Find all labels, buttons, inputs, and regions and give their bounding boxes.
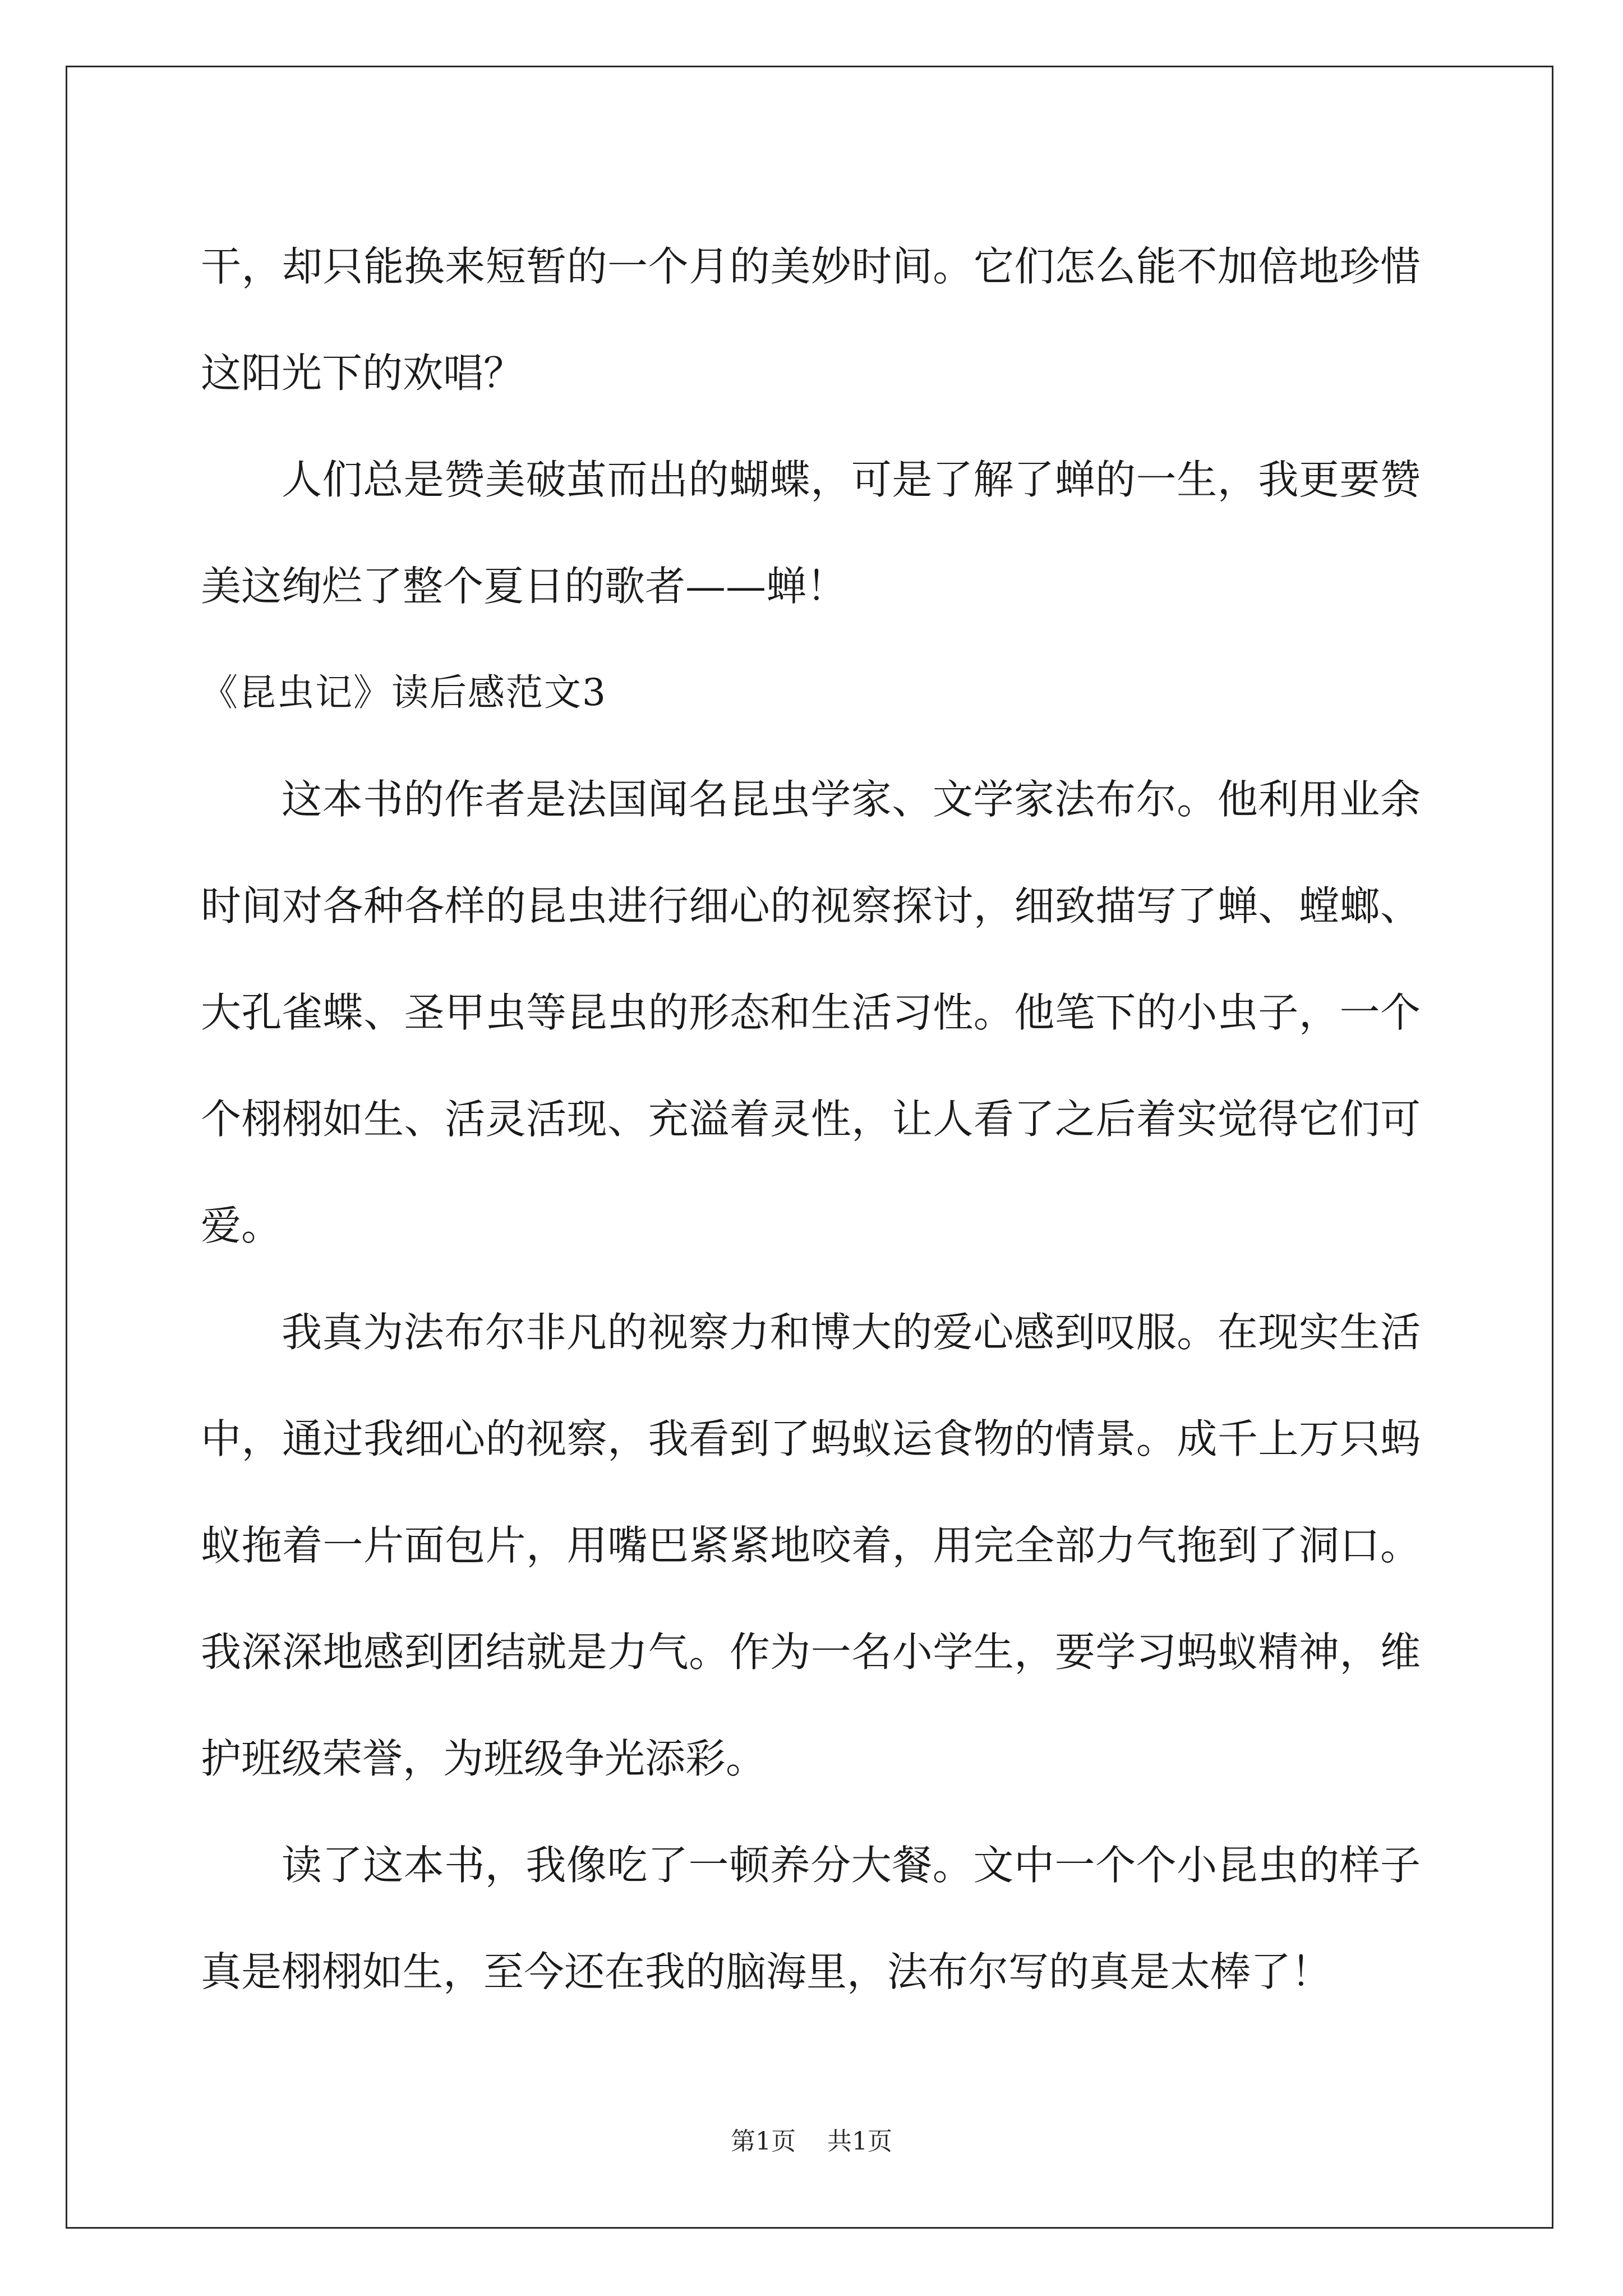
paragraph-conclusion: 读了这本书，我像吃了一顿养分大餐。文中一个个小昆虫的样子真是栩栩如生，至今还在我的脑海里，法布尔写的真是太棒了！ <box>201 1842 1421 1995</box>
page-number-current: 第1页 <box>731 2127 796 2156</box>
paragraph-butterfly-cicada: 人们总是赞美破茧而出的蝴蝶，可是了解了蝉的一生，我更要赞美这绚烂了整个夏日的歌者——蝉！ <box>201 456 1421 610</box>
section-heading: 《昆虫记》读后感范文3 <box>201 671 607 714</box>
page-number-total: 共1页 <box>827 2127 892 2156</box>
page-footer <box>0 2125 1623 2159</box>
paragraph-author-intro: 这本书的作者是法国闻名昆虫学家、文学家法布尔。他利用业余时间对各种各样的昆虫进行细心的视察探讨，细致描写了蝉、螳螂、大孔雀蝶、圣甲虫等昆虫的形态和生活习性。他笔下的小虫子，一个个栩栩如生、活灵活现、充溢着灵性，让人看了之后着实觉得它们可爱。 <box>201 776 1421 1249</box>
paragraph-ants-observation: 我真为法布尔非凡的视察力和博大的爱心感到叹服。在现实生活中，通过我细心的视察，我看到了蚂蚁运食物的情景。成千上万只蚂蚁拖着一片面包片，用嘴巴紧紧地咬着，用完全部力气拖到了洞口。我深深地感到团结就是力气。作为一名小学生，要学习蚂蚁精神，维护班级荣誉，为班级争光添彩。 <box>201 1309 1421 1782</box>
paragraph-continuation: 干，却只能换来短暂的一个月的美妙时间。它们怎么能不加倍地珍惜这阳光下的欢唱？ <box>201 243 1421 397</box>
document-body <box>201 213 1421 2025</box>
